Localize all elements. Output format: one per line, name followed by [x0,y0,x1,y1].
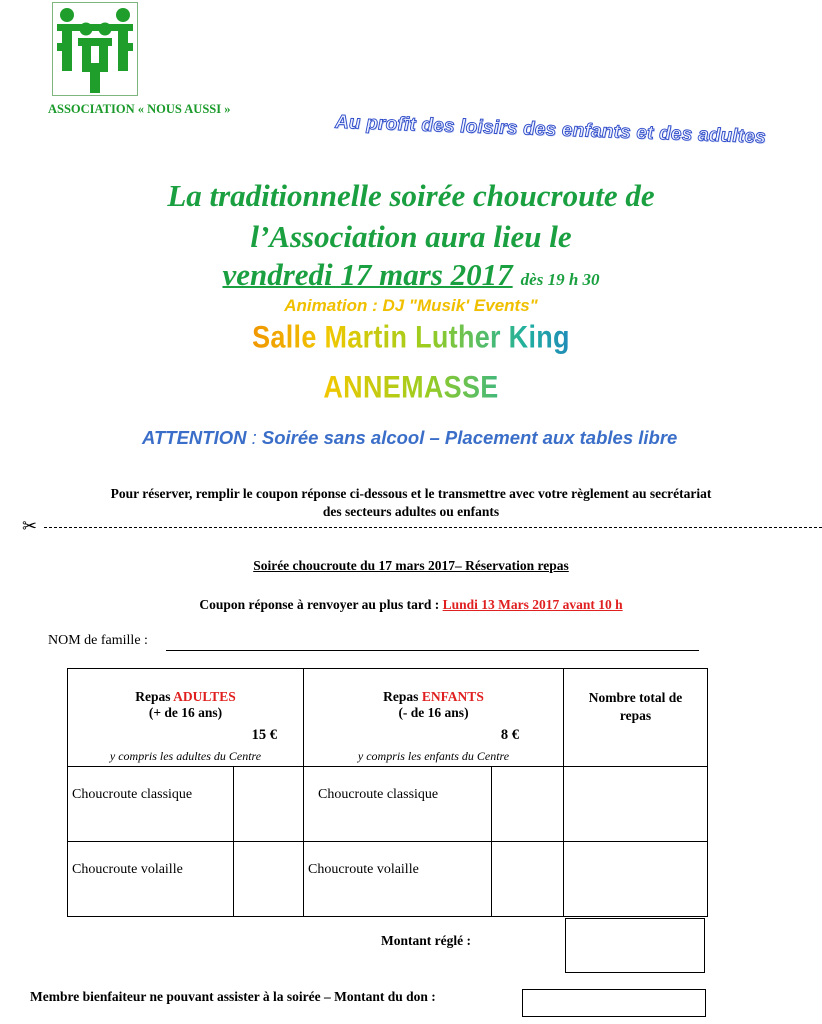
event-date-line [0,257,822,293]
child-qty-classique[interactable] [492,767,564,842]
child-item-classique [304,767,492,842]
cut-line [22,516,822,537]
children-note: y compris les enfants du Centre [357,749,510,763]
amount-paid-label: Montant réglé : [381,933,471,948]
event-city [0,370,822,406]
adult-item-label: Choucroute classique [72,787,193,802]
attention-text: Soirée sans alcool – Placement aux tables libre [261,427,678,448]
reservation-instructions-line-1: Pour réserver, remplir le coupon réponse ci-dessous et le transmettre avec votre règlement au secrétariat [110,486,712,501]
attention-label: ATTENTION [142,427,247,448]
attention-separator: : [246,427,262,448]
adults-note: y compris les adultes du Centre [109,749,262,763]
amount-paid-field[interactable] [565,918,705,973]
table-row [68,842,708,917]
donor-label: Membre bienfaiteur ne pouvant assister à la soirée – Montant du don : [30,989,436,1004]
children-price: 8 € [500,727,519,743]
children-age: (- de 16 ans) [398,705,469,720]
adults-prefix: Repas [135,689,174,704]
total-qty-classique[interactable] [564,767,708,842]
child-item-label: Choucroute volaille [308,862,419,877]
reservation-instructions [0,485,822,521]
children-header [304,669,564,767]
adults-age: (+ de 16 ans) [148,705,223,720]
adult-item-volaille [68,842,234,917]
event-title-line-1: La traditionnelle soirée choucroute de [167,178,655,213]
reservation-instructions-line-2: des secteurs adultes ou enfants [322,504,500,519]
adult-qty-classique[interactable] [234,767,304,842]
event-date: vendredi 17 mars 2017 [222,257,513,292]
coupon-title: Soirée choucroute du 17 mars 2017– Réservation repas [253,558,569,573]
family-name-field[interactable] [166,650,699,651]
adult-qty-volaille[interactable] [234,842,304,917]
adults-price: 15 € [251,727,277,743]
children-prefix: Repas [383,689,422,704]
event-title-line-2: l’Association aura lieu le [250,219,572,254]
attention-notice [142,427,677,449]
dashed-divider [44,527,822,528]
deadline-date: Lundi 13 Mars 2017 avant 10 h [442,597,623,612]
table-row [68,767,708,842]
child-qty-volaille[interactable] [492,842,564,917]
child-item-label: Choucroute classique [318,787,439,802]
total-qty-volaille[interactable] [564,842,708,917]
total-header-text: Nombre total de repas [588,690,683,723]
adult-item-classique [68,767,234,842]
event-time: dès 19 h 30 [520,270,600,289]
adults-word: ADULTES [173,689,236,704]
adults-header [68,669,304,767]
event-animation: Animation : DJ "Musik' Events" [284,296,538,315]
association-logo-icon [52,2,138,96]
slogan: Au profit des loisirs des enfants et des adultes [335,111,766,148]
deadline-prefix: Coupon réponse à renvoyer au plus tard : [199,597,443,612]
meal-order-table [67,668,708,917]
event-venue [0,320,822,356]
adult-item-label: Choucroute volaille [72,862,183,877]
event-venue-text: Salle Martin Luther King [252,319,570,355]
coupon-deadline [0,597,822,613]
children-word: ENFANTS [421,689,484,704]
child-item-volaille [304,842,492,917]
event-city-text: ANNEMASSE [323,369,499,405]
scissors-icon: ✂ [22,516,38,537]
total-header [564,669,708,767]
association-name: ASSOCIATION « NOUS AUSSI » [48,102,231,116]
family-name-label: NOM de famille : [48,633,148,648]
donation-amount-field[interactable] [522,989,706,1017]
